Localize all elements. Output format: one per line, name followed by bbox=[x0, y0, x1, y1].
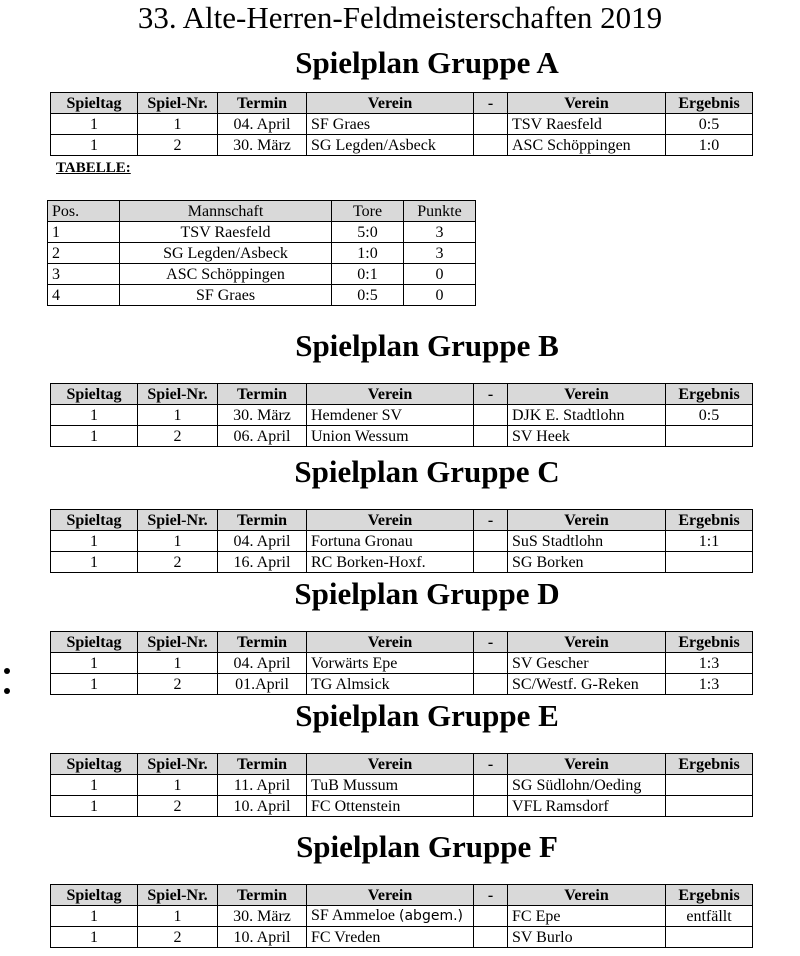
table-header-row bbox=[51, 885, 753, 906]
header-spieltag: Spieltag bbox=[51, 632, 138, 653]
table-row bbox=[51, 405, 753, 426]
bullet-mark bbox=[4, 668, 10, 674]
standings-row bbox=[48, 285, 476, 306]
pos-cell: 1 bbox=[48, 222, 120, 243]
home-team-cell: TuB Mussum bbox=[307, 775, 474, 796]
group-f-title: Spielplan Gruppe F bbox=[296, 829, 558, 864]
table-row bbox=[51, 552, 753, 573]
result-cell: 1:0 bbox=[666, 135, 753, 156]
header-ergebnis: Ergebnis bbox=[666, 632, 753, 653]
pos-cell: 3 bbox=[48, 264, 120, 285]
home-team-cell: TG Almsick bbox=[307, 674, 474, 695]
abgem-note: (abgem.) bbox=[399, 908, 463, 924]
separator-cell bbox=[474, 796, 508, 817]
spieltag-cell: 1 bbox=[51, 674, 138, 695]
spiel-nr-cell: 2 bbox=[138, 674, 218, 695]
table-row bbox=[51, 653, 753, 674]
group-d-title: Spielplan Gruppe D bbox=[294, 576, 560, 611]
header-spieltag: Spieltag bbox=[51, 93, 138, 114]
away-team-cell: SG Borken bbox=[508, 552, 666, 573]
away-team-cell: SuS Stadtlohn bbox=[508, 531, 666, 552]
team-cell: ASC Schöppingen bbox=[120, 264, 332, 285]
spieltag-cell: 1 bbox=[51, 426, 138, 447]
spiel-nr-cell: 2 bbox=[138, 927, 218, 948]
result-cell: 1:1 bbox=[666, 531, 753, 552]
header-ergebnis: Ergebnis bbox=[666, 754, 753, 775]
home-team-cell: Vorwärts Epe bbox=[307, 653, 474, 674]
spieltag-cell: 1 bbox=[51, 114, 138, 135]
home-team-cell: SG Legden/Asbeck bbox=[307, 135, 474, 156]
spieltag-cell: 1 bbox=[51, 405, 138, 426]
header-termin: Termin bbox=[218, 384, 307, 405]
header-punkte: Punkte bbox=[404, 201, 476, 222]
termin-cell: 30. März bbox=[218, 906, 307, 927]
group-b-table bbox=[50, 383, 753, 447]
table-row bbox=[51, 927, 753, 948]
spieltag-cell: 1 bbox=[51, 531, 138, 552]
header-verein-away: Verein bbox=[508, 632, 666, 653]
separator-cell bbox=[474, 531, 508, 552]
table-row bbox=[51, 674, 753, 695]
header-verein-away: Verein bbox=[508, 754, 666, 775]
header-verein-away: Verein bbox=[508, 885, 666, 906]
header-verein-home: Verein bbox=[307, 510, 474, 531]
separator-cell bbox=[474, 405, 508, 426]
header-separator: - bbox=[474, 510, 508, 531]
spiel-nr-cell: 1 bbox=[138, 775, 218, 796]
termin-cell: 01.April bbox=[218, 674, 307, 695]
header-ergebnis: Ergebnis bbox=[666, 93, 753, 114]
home-team-name: SF Ammeloe bbox=[311, 907, 396, 924]
table-row bbox=[51, 796, 753, 817]
header-spiel-nr: Spiel-Nr. bbox=[138, 510, 218, 531]
pos-cell: 4 bbox=[48, 285, 120, 306]
termin-cell: 04. April bbox=[218, 114, 307, 135]
away-team-cell: SC/Westf. G-Reken bbox=[508, 674, 666, 695]
termin-cell: 04. April bbox=[218, 531, 307, 552]
points-cell: 3 bbox=[404, 222, 476, 243]
header-verein-away: Verein bbox=[508, 510, 666, 531]
group-c-title: Spielplan Gruppe C bbox=[294, 454, 560, 489]
separator-cell bbox=[474, 674, 508, 695]
termin-cell: 11. April bbox=[218, 775, 307, 796]
goals-cell: 1:0 bbox=[332, 243, 404, 264]
spiel-nr-cell: 1 bbox=[138, 531, 218, 552]
header-termin: Termin bbox=[218, 885, 307, 906]
table-header-row bbox=[51, 93, 753, 114]
away-team-cell: SV Heek bbox=[508, 426, 666, 447]
table-row bbox=[51, 426, 753, 447]
home-team-cell: FC Vreden bbox=[307, 927, 474, 948]
result-cell bbox=[666, 552, 753, 573]
result-cell: 0:5 bbox=[666, 114, 753, 135]
spieltag-cell: 1 bbox=[51, 552, 138, 573]
away-team-cell: SV Burlo bbox=[508, 927, 666, 948]
header-mannschaft: Mannschaft bbox=[120, 201, 332, 222]
table-header-row bbox=[51, 384, 753, 405]
spieltag-cell: 1 bbox=[51, 135, 138, 156]
standings-row bbox=[48, 222, 476, 243]
header-spiel-nr: Spiel-Nr. bbox=[138, 632, 218, 653]
result-cell: 1:3 bbox=[666, 674, 753, 695]
points-cell: 0 bbox=[404, 285, 476, 306]
header-ergebnis: Ergebnis bbox=[666, 510, 753, 531]
group-a-table bbox=[50, 92, 753, 156]
group-b-title: Spielplan Gruppe B bbox=[295, 328, 559, 363]
group-e-table bbox=[50, 753, 753, 817]
header-separator: - bbox=[474, 632, 508, 653]
standings-table bbox=[47, 200, 476, 306]
spiel-nr-cell: 1 bbox=[138, 653, 218, 674]
result-cell: 0:5 bbox=[666, 405, 753, 426]
table-row bbox=[51, 775, 753, 796]
away-team-cell: DJK E. Stadtlohn bbox=[508, 405, 666, 426]
page-title: 33. Alte-Herren-Feldmeisterschaften 2019 bbox=[137, 0, 663, 35]
pos-cell: 2 bbox=[48, 243, 120, 264]
header-termin: Termin bbox=[218, 510, 307, 531]
header-verein-home: Verein bbox=[307, 754, 474, 775]
header-spieltag: Spieltag bbox=[51, 885, 138, 906]
points-cell: 3 bbox=[404, 243, 476, 264]
result-cell bbox=[666, 927, 753, 948]
points-cell: 0 bbox=[404, 264, 476, 285]
spieltag-cell: 1 bbox=[51, 906, 138, 927]
termin-cell: 10. April bbox=[218, 927, 307, 948]
termin-cell: 06. April bbox=[218, 426, 307, 447]
spieltag-cell: 1 bbox=[51, 796, 138, 817]
result-cell: entfällt bbox=[666, 906, 753, 927]
team-cell: SF Graes bbox=[120, 285, 332, 306]
away-team-cell: SV Gescher bbox=[508, 653, 666, 674]
tabelle-label: TABELLE: bbox=[56, 160, 131, 176]
home-team-cell: FC Ottenstein bbox=[307, 796, 474, 817]
header-ergebnis: Ergebnis bbox=[666, 384, 753, 405]
group-a-title: Spielplan Gruppe A bbox=[295, 45, 559, 80]
header-separator: - bbox=[474, 885, 508, 906]
standings-header-row bbox=[48, 201, 476, 222]
table-row bbox=[51, 114, 753, 135]
table-row bbox=[51, 135, 753, 156]
header-separator: - bbox=[474, 93, 508, 114]
away-team-cell: TSV Raesfeld bbox=[508, 114, 666, 135]
header-ergebnis: Ergebnis bbox=[666, 885, 753, 906]
header-spieltag: Spieltag bbox=[51, 754, 138, 775]
separator-cell bbox=[474, 775, 508, 796]
spiel-nr-cell: 2 bbox=[138, 426, 218, 447]
goals-cell: 0:1 bbox=[332, 264, 404, 285]
termin-cell: 30. März bbox=[218, 135, 307, 156]
header-termin: Termin bbox=[218, 754, 307, 775]
home-team-cell bbox=[307, 906, 474, 927]
header-verein-away: Verein bbox=[508, 93, 666, 114]
spiel-nr-cell: 1 bbox=[138, 405, 218, 426]
away-team-cell: FC Epe bbox=[508, 906, 666, 927]
away-team-cell: ASC Schöppingen bbox=[508, 135, 666, 156]
header-verein-home: Verein bbox=[307, 632, 474, 653]
termin-cell: 10. April bbox=[218, 796, 307, 817]
group-d-table bbox=[50, 631, 753, 695]
termin-cell: 30. März bbox=[218, 405, 307, 426]
spiel-nr-cell: 2 bbox=[138, 135, 218, 156]
header-spiel-nr: Spiel-Nr. bbox=[138, 93, 218, 114]
separator-cell bbox=[474, 114, 508, 135]
separator-cell bbox=[474, 653, 508, 674]
separator-cell bbox=[474, 927, 508, 948]
standings-row bbox=[48, 243, 476, 264]
spieltag-cell: 1 bbox=[51, 927, 138, 948]
spiel-nr-cell: 1 bbox=[138, 906, 218, 927]
separator-cell bbox=[474, 906, 508, 927]
header-spieltag: Spieltag bbox=[51, 510, 138, 531]
header-separator: - bbox=[474, 754, 508, 775]
home-team-cell: Hemdener SV bbox=[307, 405, 474, 426]
away-team-cell: SG Südlohn/Oeding bbox=[508, 775, 666, 796]
spieltag-cell: 1 bbox=[51, 653, 138, 674]
team-cell: SG Legden/Asbeck bbox=[120, 243, 332, 264]
header-verein-away: Verein bbox=[508, 384, 666, 405]
result-cell: 1:3 bbox=[666, 653, 753, 674]
standings-row bbox=[48, 264, 476, 285]
goals-cell: 5:0 bbox=[332, 222, 404, 243]
result-cell bbox=[666, 796, 753, 817]
home-team-cell: Union Wessum bbox=[307, 426, 474, 447]
spieltag-cell: 1 bbox=[51, 775, 138, 796]
header-spiel-nr: Spiel-Nr. bbox=[138, 754, 218, 775]
header-verein-home: Verein bbox=[307, 384, 474, 405]
separator-cell bbox=[474, 552, 508, 573]
table-header-row bbox=[51, 632, 753, 653]
separator-cell bbox=[474, 426, 508, 447]
header-pos: Pos. bbox=[48, 201, 120, 222]
spiel-nr-cell: 2 bbox=[138, 796, 218, 817]
separator-cell bbox=[474, 135, 508, 156]
header-spiel-nr: Spiel-Nr. bbox=[138, 384, 218, 405]
header-tore: Tore bbox=[332, 201, 404, 222]
home-team-cell: RC Borken-Hoxf. bbox=[307, 552, 474, 573]
header-spiel-nr: Spiel-Nr. bbox=[138, 885, 218, 906]
header-termin: Termin bbox=[218, 632, 307, 653]
table-row bbox=[51, 531, 753, 552]
spiel-nr-cell: 2 bbox=[138, 552, 218, 573]
home-team-cell: SF Graes bbox=[307, 114, 474, 135]
termin-cell: 16. April bbox=[218, 552, 307, 573]
spiel-nr-cell: 1 bbox=[138, 114, 218, 135]
header-separator: - bbox=[474, 384, 508, 405]
header-verein-home: Verein bbox=[307, 93, 474, 114]
table-header-row bbox=[51, 510, 753, 531]
home-team-cell: Fortuna Gronau bbox=[307, 531, 474, 552]
away-team-cell: VFL Ramsdorf bbox=[508, 796, 666, 817]
table-row bbox=[51, 906, 753, 927]
table-header-row bbox=[51, 754, 753, 775]
goals-cell: 0:5 bbox=[332, 285, 404, 306]
group-e-title: Spielplan Gruppe E bbox=[295, 698, 559, 733]
group-c-table bbox=[50, 509, 753, 573]
team-cell: TSV Raesfeld bbox=[120, 222, 332, 243]
header-verein-home: Verein bbox=[307, 885, 474, 906]
header-termin: Termin bbox=[218, 93, 307, 114]
bullet-mark bbox=[4, 688, 10, 694]
result-cell bbox=[666, 426, 753, 447]
group-f-table bbox=[50, 884, 753, 948]
header-spieltag: Spieltag bbox=[51, 384, 138, 405]
result-cell bbox=[666, 775, 753, 796]
termin-cell: 04. April bbox=[218, 653, 307, 674]
